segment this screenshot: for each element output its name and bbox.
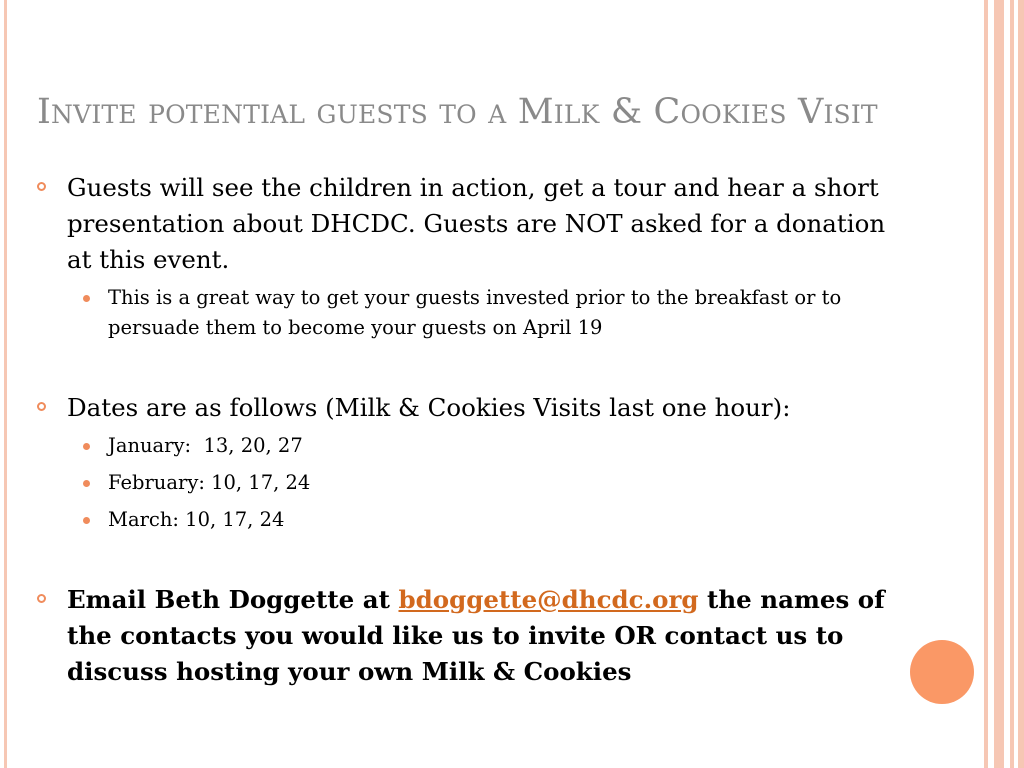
sub-bullet-item: [108, 468, 310, 498]
sub-bullet-item: [108, 283, 888, 343]
slide-title: Invite potential guests to a Milk & Cookies Visit: [37, 92, 878, 132]
bullet-item: [67, 170, 917, 278]
bullet-marker: [37, 402, 46, 411]
bullet-marker: [37, 182, 46, 191]
bullet-text: Dates are as follows (Milk & Cookies Visits last one hour):: [67, 393, 791, 422]
decorative-orange-circle: [910, 640, 974, 704]
email-prefix-text: Email Beth Doggette at: [67, 585, 390, 614]
sub-bullet-item: [108, 505, 284, 535]
email-suffix-text: the names of the contacts you would like us to invite OR contact us to discuss hosting your own Milk & Cookies: [67, 585, 885, 686]
sub-bullet-text: March: 10, 17, 24: [108, 508, 285, 531]
sub-bullet-marker: [83, 480, 90, 487]
sub-bullet-text: January: 13, 20, 27: [108, 434, 303, 457]
bullet-marker: [37, 594, 46, 603]
sub-bullet-marker: [83, 295, 90, 302]
sub-bullet-text: This is a great way to get your guests invested prior to the breakfast or to persuade them to become your guests on April 19: [108, 286, 842, 339]
bullet-text: Guests will see the children in action, get a tour and hear a short presentation about DHCDC. Guests are NOT asked for a donation at this event.: [67, 173, 886, 274]
sub-bullet-marker: [83, 443, 90, 450]
sub-bullet-marker: [83, 517, 90, 524]
bullet-item: [67, 390, 917, 426]
sub-bullet-item: [108, 431, 303, 461]
sub-bullet-text: February: 10, 17, 24: [108, 471, 311, 494]
bullet-item: [67, 582, 917, 690]
email-link[interactable]: bdoggette@dhcdc.org: [398, 585, 699, 614]
